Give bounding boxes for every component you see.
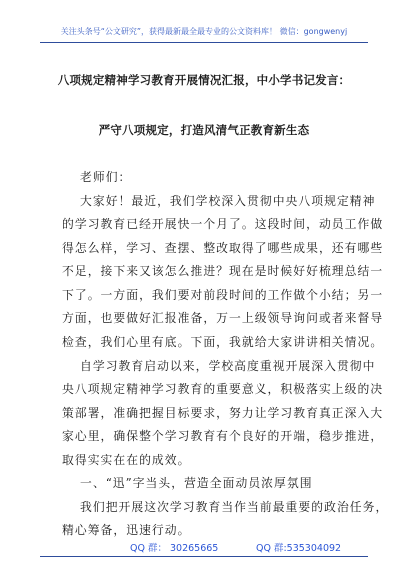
body-line: 不足，接下来又该怎么推进？现在是时候好好梳理总结一 <box>62 264 384 278</box>
body-line: 方面，也要做好汇报准备，万一上级领导询问或者来督导 <box>62 311 384 325</box>
body-line: 检查，我们心里有底。下面，我就给大家讲讲相关情况。 <box>62 335 384 349</box>
body-line: 的学习教育已经开展快一个月了。这段时间，动员工作做 <box>62 217 384 231</box>
body-line: 我们把开展这次学习教育当作当前最重要的政治任务， <box>80 500 389 514</box>
body-line: 得怎么样，学习、查摆、整改取得了哪些成果，还有哪些 <box>62 241 384 255</box>
document-title: 八项规定精神学习教育开展情况汇报，中小学书记发言： <box>57 73 351 87</box>
section-heading: 一、“迅”字当头，营造全面动员浓厚氛围 <box>80 476 313 490</box>
header-note: 关注头条号“公文研究”，获得最新最全最专业的公文资料库！ 微信：gongwenyj <box>60 27 348 36</box>
body-line: 策部署，准确把握目标要求，努力让学习教育真正深入大 <box>62 406 384 420</box>
body-line: 大家好！最近，我们学校深入贯彻中央八项规定精神 <box>80 194 376 208</box>
footer-qq-group-1: QQ 群： 30265665 <box>130 543 219 554</box>
body-line: 自学习教育启动以来，学校高度重视开展深入贯彻中 <box>80 359 376 373</box>
document-subtitle: 严守八项规定，打造风清气正教育新生态 <box>98 123 310 137</box>
body-line: 取得实实在在的成效。 <box>62 453 191 467</box>
body-line: 精心筹备，迅速行动。 <box>62 523 191 537</box>
body-line: 央八项规定精神学习教育的重要意义，积极落实上级的决 <box>62 382 384 396</box>
footer-divider <box>40 556 368 557</box>
footer-qq-group-2: QQ 群:535304092 <box>256 543 342 554</box>
body-line: 下了。一方面，我们要对前段时间的工作做个小结；另一 <box>62 288 384 302</box>
body-line-salutation: 老师们： <box>80 170 132 184</box>
header-divider <box>40 42 368 43</box>
body-line: 家心里，确保整个学习教育有个良好的开端，稳步推进， <box>62 429 384 443</box>
